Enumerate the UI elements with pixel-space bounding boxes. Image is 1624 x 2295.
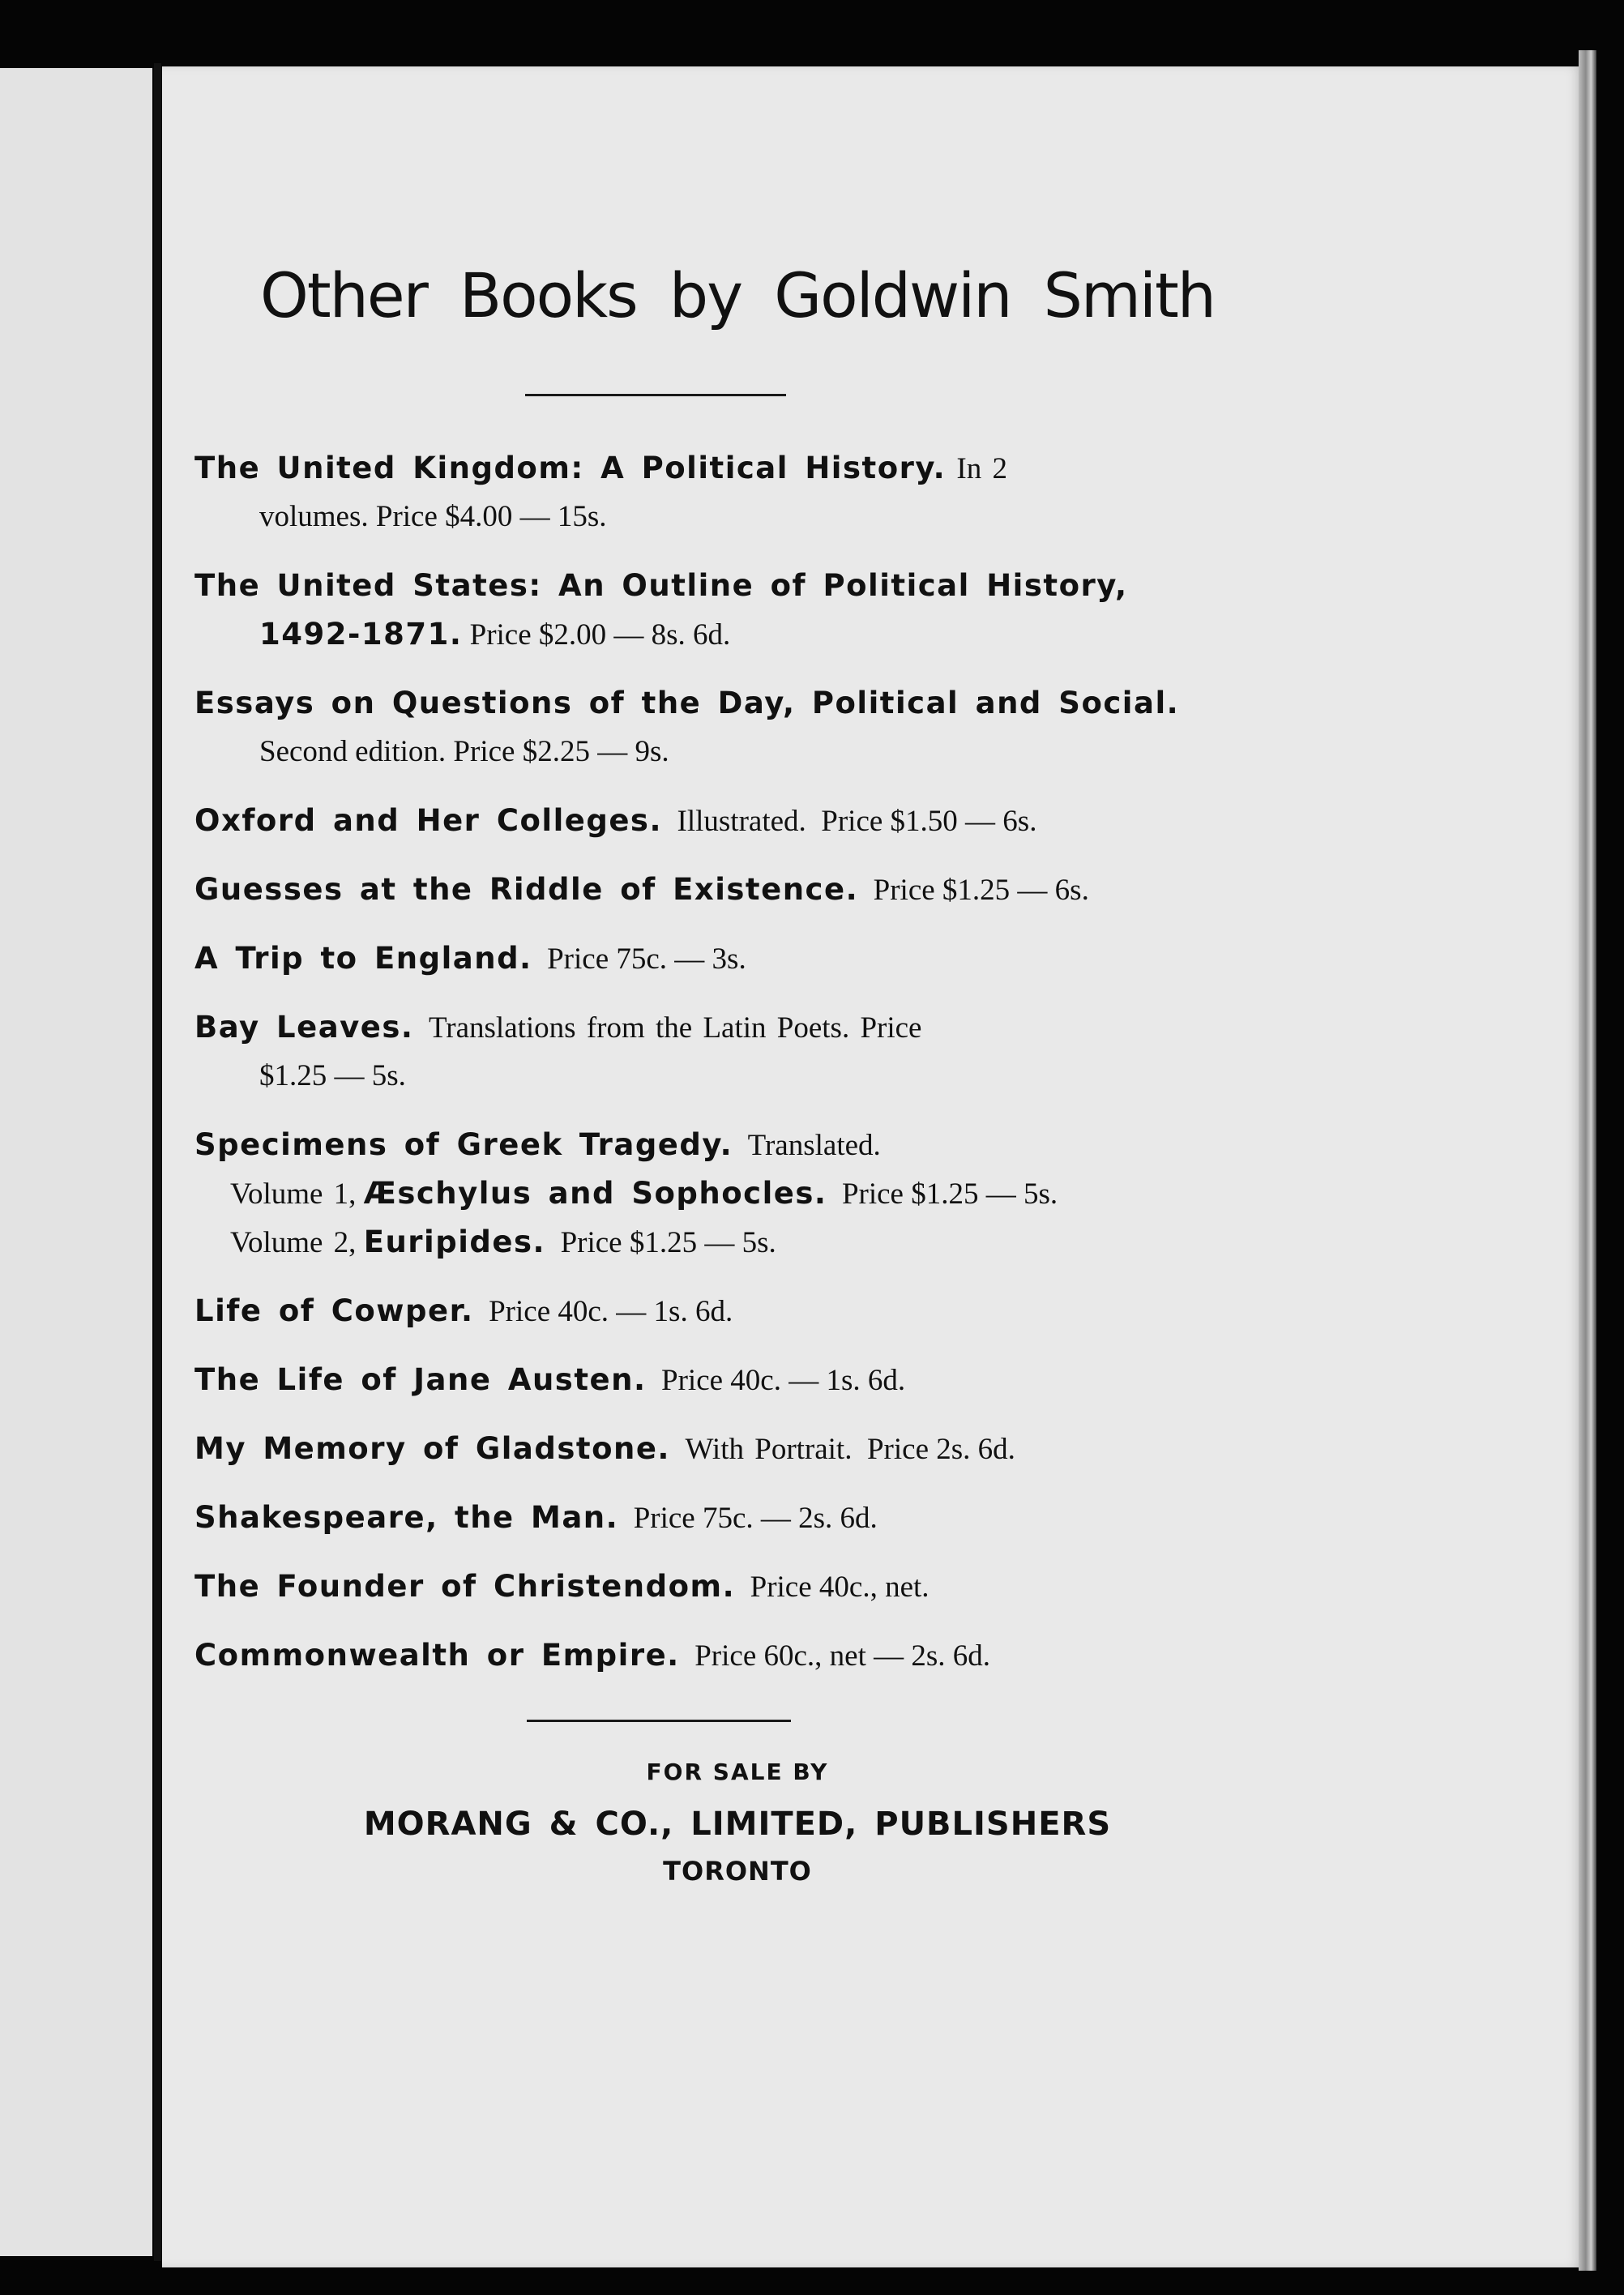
book-title: Life of Cowper. bbox=[194, 1293, 474, 1328]
book-title: A Trip to England. bbox=[194, 941, 532, 976]
book-entry bbox=[194, 1287, 1305, 1336]
book-entry bbox=[194, 562, 1305, 659]
sale-heading: FOR SALE BY bbox=[646, 1759, 829, 1785]
book-list bbox=[194, 444, 1305, 1680]
book-title: Oxford and Her Colleges. bbox=[194, 803, 663, 838]
book-price: Price $1.25 — 6s. bbox=[873, 874, 1089, 907]
book-price: Price 2s. 6d. bbox=[866, 1433, 1015, 1466]
book-title: Bay Leaves. bbox=[194, 1010, 414, 1045]
book-price: Price 40c., net. bbox=[750, 1571, 930, 1604]
book-title: The Founder of Christendom. bbox=[194, 1569, 736, 1604]
volume-label: Volume 1, bbox=[230, 1177, 357, 1211]
book-entry bbox=[194, 1121, 1305, 1267]
volume-title: Æschylus and Sophocles. bbox=[363, 1176, 827, 1211]
book-entry bbox=[194, 679, 1305, 776]
top-divider bbox=[525, 394, 786, 396]
book-title: Commonwealth or Empire. bbox=[194, 1638, 680, 1673]
book-description: Translations from the Latin Poets. Price bbox=[428, 1011, 922, 1045]
book-entry bbox=[194, 797, 1305, 845]
book-price: Price 40c. — 1s. 6d. bbox=[489, 1295, 733, 1328]
book-price: Price $2.00 — 8s. 6d. bbox=[462, 618, 731, 652]
book-years: 1492-1871. bbox=[259, 617, 463, 652]
book-entry bbox=[194, 1631, 1305, 1680]
book-title: Essays on Questions of the Day, Political and Social. bbox=[194, 686, 1180, 720]
page-edge bbox=[1579, 50, 1596, 2271]
volume-label: Volume 2, bbox=[230, 1226, 357, 1259]
book-title: Guesses at the Riddle of Existence. bbox=[194, 872, 859, 907]
volume-title: Euripides. bbox=[363, 1224, 546, 1259]
book-title: The United States: An Outline of Political History, bbox=[194, 568, 1128, 603]
book-entry bbox=[194, 1562, 1305, 1611]
book-price: $1.25 — 5s. bbox=[259, 1059, 406, 1092]
book-entry bbox=[194, 1494, 1305, 1542]
book-price: Price $1.25 — 5s. bbox=[841, 1177, 1058, 1211]
book-description: Translated. bbox=[747, 1129, 881, 1162]
book-title: Shakespeare, the Man. bbox=[194, 1500, 619, 1535]
facing-page bbox=[0, 68, 152, 2256]
book-title: My Memory of Gladstone. bbox=[194, 1431, 670, 1466]
book-entry bbox=[194, 444, 1305, 541]
book-entry bbox=[194, 1425, 1305, 1473]
publisher-city: TORONTO bbox=[663, 1856, 812, 1887]
book-price: Price 60c., net — 2s. 6d. bbox=[694, 1639, 991, 1673]
bottom-divider bbox=[527, 1720, 791, 1722]
book-price: Price $1.25 — 5s. bbox=[560, 1226, 776, 1259]
page-gutter bbox=[154, 63, 161, 2261]
publisher-name: MORANG & CO., LIMITED, PUBLISHERS bbox=[363, 1806, 1112, 1843]
book-entry bbox=[194, 865, 1305, 914]
book-description: With Portrait. bbox=[685, 1433, 853, 1466]
book-entry bbox=[194, 934, 1305, 983]
book-price: Price 75c. — 3s. bbox=[547, 942, 746, 976]
book-title: Specimens of Greek Tragedy. bbox=[194, 1127, 733, 1162]
book-description: In 2 bbox=[946, 452, 1007, 485]
book-price: Price $1.50 — 6s. bbox=[821, 805, 1037, 838]
book-title: The United Kingdom: A Political History. bbox=[194, 451, 947, 485]
book-entry bbox=[194, 1356, 1305, 1404]
book-price: Price 40c. — 1s. 6d. bbox=[661, 1364, 906, 1397]
book-title: The Life of Jane Austen. bbox=[194, 1362, 647, 1397]
page-title: Other Books by Goldwin Smith bbox=[260, 259, 1215, 331]
book-description: Illustrated. bbox=[677, 805, 806, 838]
book-price: Price 75c. — 2s. 6d. bbox=[633, 1502, 878, 1535]
book-price: volumes. Price $4.00 — 15s. bbox=[259, 500, 607, 533]
book-entry bbox=[194, 1003, 1305, 1100]
book-price: Second edition. Price $2.25 — 9s. bbox=[259, 735, 669, 768]
